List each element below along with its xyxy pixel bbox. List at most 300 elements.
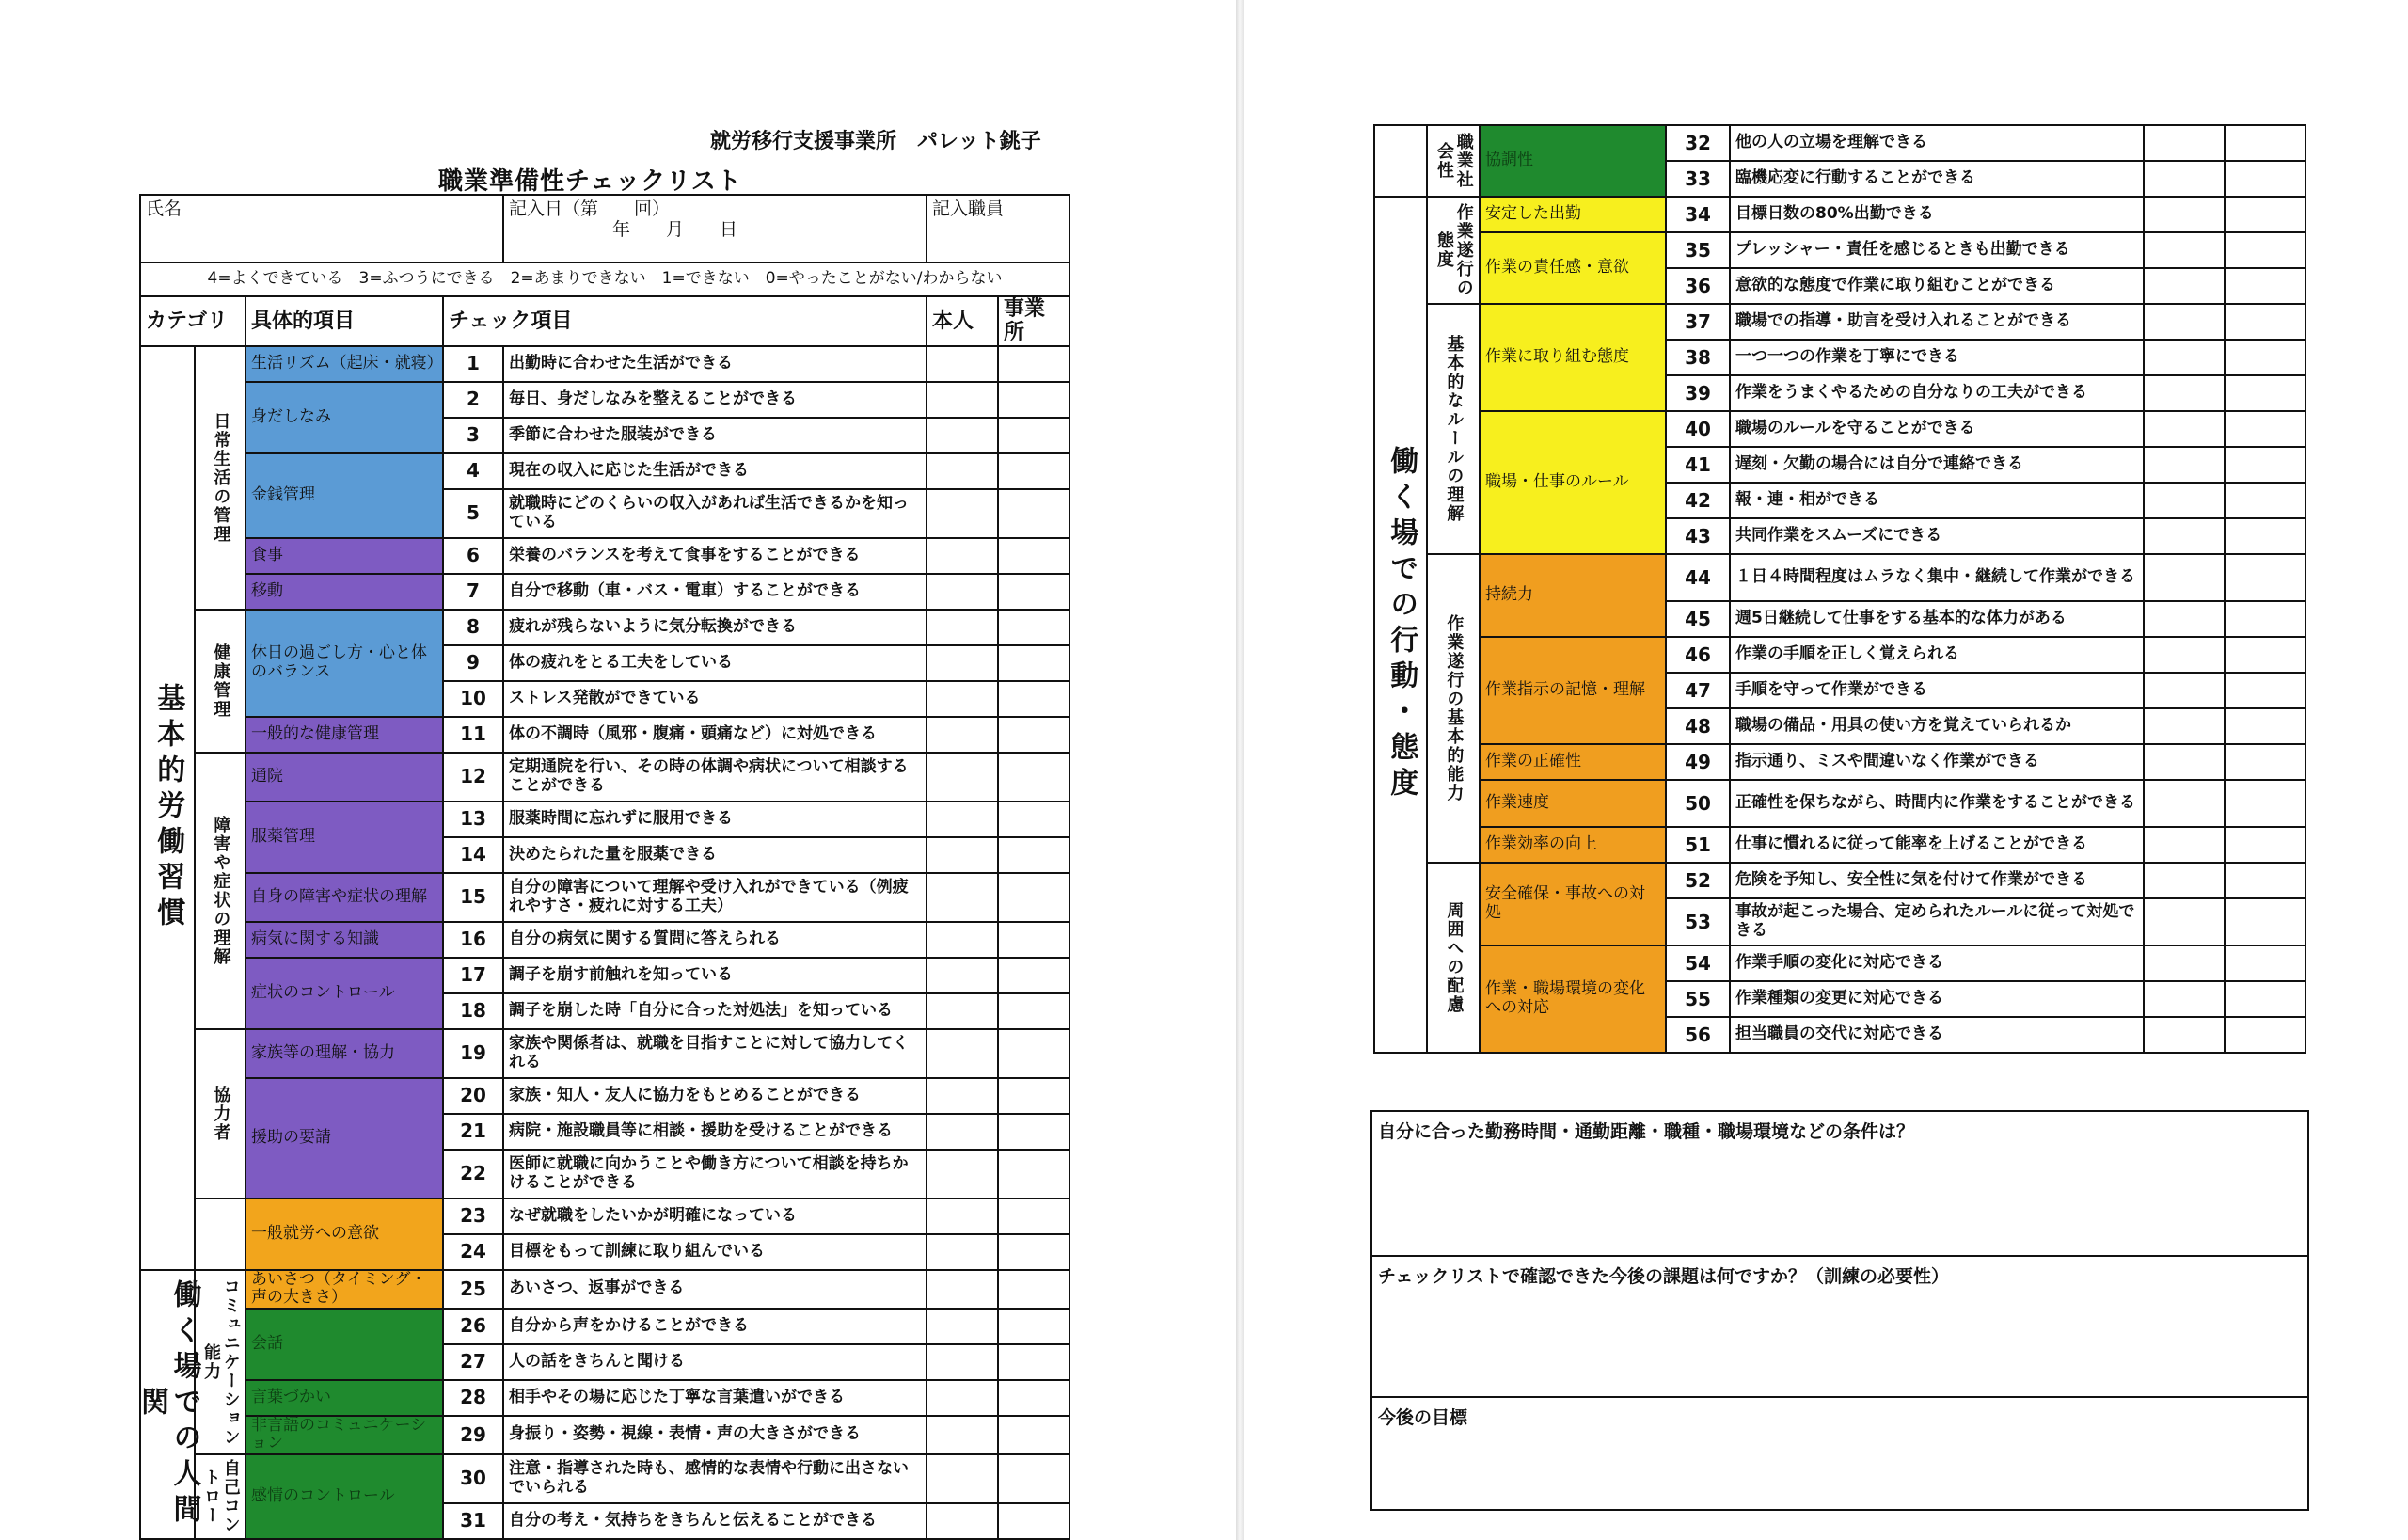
item-number: 36 xyxy=(1666,268,1730,304)
self-score-cell[interactable] xyxy=(2144,744,2225,780)
office-score-cell[interactable] xyxy=(998,645,1069,681)
self-score-cell[interactable] xyxy=(927,538,998,574)
staff-label: 記入職員 xyxy=(932,198,1005,219)
self-score-cell[interactable] xyxy=(927,1029,998,1078)
self-score-cell[interactable] xyxy=(927,717,998,753)
office-score-cell[interactable] xyxy=(2225,268,2305,304)
date-label: 記入日（第 回） xyxy=(509,198,671,219)
office-score-cell[interactable] xyxy=(2225,827,2305,863)
office-score-cell[interactable] xyxy=(998,1270,1069,1309)
check-item: 家族や関係者は、就職を目指すことに対して協力してくれる xyxy=(503,1029,927,1078)
check-item: 身振り・姿勢・視線・表情・声の大きさができる xyxy=(503,1416,927,1454)
table-row xyxy=(140,1309,1069,1344)
table-row xyxy=(140,538,1069,574)
office-score-cell[interactable] xyxy=(2225,945,2305,981)
office-score-cell[interactable] xyxy=(998,1503,1069,1539)
office-score-cell[interactable] xyxy=(2225,1017,2305,1053)
item-number: 48 xyxy=(1666,708,1730,744)
item-number: 31 xyxy=(443,1503,503,1539)
office-score-cell[interactable] xyxy=(2225,232,2305,268)
self-score-cell[interactable] xyxy=(927,489,998,538)
office-score-cell[interactable] xyxy=(2225,125,2305,161)
table-row xyxy=(140,753,1069,802)
check-item: 仕事に慣れるに従って能率を上げることができる xyxy=(1730,827,2144,863)
self-score-cell[interactable] xyxy=(2144,232,2225,268)
item-number: 22 xyxy=(443,1150,503,1199)
item-cell: 一般的な健康管理 xyxy=(246,717,443,753)
self-score-cell[interactable] xyxy=(2144,1017,2225,1053)
self-score-cell[interactable] xyxy=(2144,268,2225,304)
check-item: 注意・指導された時も、感情的な表情や行動に出さないでいられる xyxy=(503,1454,927,1503)
check-item: 共同作業をスムーズにできる xyxy=(1730,518,2144,554)
self-score-cell[interactable] xyxy=(2144,780,2225,827)
item-number: 30 xyxy=(443,1454,503,1503)
category-cell: 基本的労働習慣 xyxy=(140,346,195,1270)
table-row xyxy=(1374,780,2305,827)
self-score-cell[interactable] xyxy=(927,753,998,802)
table-row xyxy=(140,453,1069,489)
self-score-cell[interactable] xyxy=(927,802,998,837)
item-number: 28 xyxy=(443,1380,503,1416)
conditions-question: 自分に合った勤務時間・通勤距離・職種・職場環境などの条件は？ xyxy=(1378,1121,1915,1142)
office-score-cell[interactable] xyxy=(998,418,1069,453)
office-score-cell[interactable] xyxy=(2225,744,2305,780)
office-score-cell[interactable] xyxy=(998,1150,1069,1199)
item-number: 35 xyxy=(1666,232,1730,268)
self-score-cell[interactable] xyxy=(927,1503,998,1539)
check-item: 遅刻・欠勤の場合には自分で連絡できる xyxy=(1730,447,2144,483)
category-cell xyxy=(1374,125,1427,197)
item-number: 47 xyxy=(1666,673,1730,708)
item-number: 46 xyxy=(1666,637,1730,673)
check-item: 体の疲れをとる工夫をしている xyxy=(503,645,927,681)
table-row xyxy=(1374,554,2305,601)
item-number: 49 xyxy=(1666,744,1730,780)
table-row xyxy=(1374,304,2305,340)
self-score-cell[interactable] xyxy=(2144,411,2225,447)
table-row xyxy=(140,574,1069,610)
office-score-cell[interactable] xyxy=(998,1416,1069,1454)
self-score-cell[interactable] xyxy=(927,993,998,1029)
check-item: 体の不調時（風邪・腹痛・頭痛など）に対処できる xyxy=(503,717,927,753)
item-number: 9 xyxy=(443,645,503,681)
item-number: 33 xyxy=(1666,161,1730,197)
table-row xyxy=(140,382,1069,418)
item-cell: 職場・仕事のルール xyxy=(1480,411,1666,554)
office-score-cell[interactable] xyxy=(998,382,1069,418)
item-cell: 服薬管理 xyxy=(246,802,443,873)
check-item: 職場での指導・助言を受け入れることができる xyxy=(1730,304,2144,340)
self-score-cell[interactable] xyxy=(2144,483,2225,518)
subcategory-cell: 周囲への配慮 xyxy=(1427,863,1480,1053)
self-score-cell[interactable] xyxy=(927,681,998,717)
table-row xyxy=(1374,945,2305,981)
check-item: 自分の障害について理解や受け入れができている（例疲れやすさ・疲れに対する工夫） xyxy=(503,873,927,922)
item-cell: 安定した出勤 xyxy=(1480,197,1666,232)
office-score-cell[interactable] xyxy=(998,717,1069,753)
check-item: 手順を守って作業ができる xyxy=(1730,673,2144,708)
check-item: 目標をもって訓練に取り組んでいる xyxy=(503,1234,927,1270)
office-score-cell[interactable] xyxy=(2225,447,2305,483)
item-cell: 作業速度 xyxy=(1480,780,1666,827)
self-score-cell[interactable] xyxy=(2144,125,2225,161)
self-score-cell[interactable] xyxy=(927,382,998,418)
item-number: 41 xyxy=(1666,447,1730,483)
item-number: 20 xyxy=(443,1078,503,1114)
item-cell: 自身の障害や症状の理解 xyxy=(246,873,443,922)
self-score-cell[interactable] xyxy=(927,1309,998,1344)
self-score-cell[interactable] xyxy=(927,1380,998,1416)
self-score-cell[interactable] xyxy=(2144,601,2225,637)
item-number: 40 xyxy=(1666,411,1730,447)
office-score-cell[interactable] xyxy=(2225,601,2305,637)
name-field[interactable] xyxy=(140,195,503,262)
table-row xyxy=(140,1199,1069,1234)
office-score-cell[interactable] xyxy=(2225,863,2305,898)
office-score-cell[interactable] xyxy=(998,958,1069,993)
table-row xyxy=(140,717,1069,753)
subcategory-cell: コミュニケーション能力 xyxy=(195,1270,246,1454)
document-title: 職業準備性チェックリスト xyxy=(438,167,742,196)
item-cell: 協調性 xyxy=(1480,125,1666,197)
self-score-cell[interactable] xyxy=(927,453,998,489)
office-score-cell[interactable] xyxy=(998,453,1069,489)
check-item: ストレス発散ができている xyxy=(503,681,927,717)
self-score-cell[interactable] xyxy=(2144,863,2225,898)
office-score-cell[interactable] xyxy=(2225,898,2305,945)
check-item: 定期通院を行い、その時の体調や病状について相談することができる xyxy=(503,753,927,802)
check-item: 指示通り、ミスや間違いなく作業ができる xyxy=(1730,744,2144,780)
office-name: 就労移行支援事業所 パレット銚子 xyxy=(710,130,1041,153)
office-score-cell[interactable] xyxy=(998,993,1069,1029)
conditions-box[interactable] xyxy=(1370,1110,2309,1261)
self-score-cell[interactable] xyxy=(927,1416,998,1454)
table-row xyxy=(140,802,1069,837)
office-score-cell[interactable] xyxy=(998,837,1069,873)
check-item: 目標日数の80%出勤できる xyxy=(1730,197,2144,232)
office-score-cell[interactable] xyxy=(2225,483,2305,518)
office-score-cell[interactable] xyxy=(2225,637,2305,673)
self-score-cell[interactable] xyxy=(2144,197,2225,232)
table-row xyxy=(1374,827,2305,863)
self-score-cell[interactable] xyxy=(927,922,998,958)
check-item: あいさつ、返事ができる xyxy=(503,1270,927,1309)
table-row xyxy=(140,346,1069,382)
check-item: 作業手順の変化に対応できる xyxy=(1730,945,2144,981)
date-field[interactable] xyxy=(503,195,927,262)
office-score-cell[interactable] xyxy=(998,346,1069,382)
self-score-cell[interactable] xyxy=(927,1270,998,1309)
self-score-cell[interactable] xyxy=(927,1199,998,1234)
item-number: 12 xyxy=(443,753,503,802)
check-item: 家族・知人・友人に協力をもとめることができる xyxy=(503,1078,927,1114)
self-score-cell[interactable] xyxy=(2144,340,2225,375)
office-score-cell[interactable] xyxy=(998,1078,1069,1114)
check-item: 病院・施設職員等に相談・援助を受けることができる xyxy=(503,1114,927,1150)
item-number: 6 xyxy=(443,538,503,574)
check-item: 就職時にどのくらいの収入があれば生活できるかを知っている xyxy=(503,489,927,538)
item-cell: 食事 xyxy=(246,538,443,574)
check-item: 出勤時に合わせた生活ができる xyxy=(503,346,927,382)
office-score-cell[interactable] xyxy=(998,1454,1069,1503)
check-item: 栄養のバランスを考えて食事をすることができる xyxy=(503,538,927,574)
office-score-cell[interactable] xyxy=(998,538,1069,574)
office-score-cell[interactable] xyxy=(2225,554,2305,601)
check-item: 自分で移動（車・バス・電車）することができる xyxy=(503,574,927,610)
self-score-cell[interactable] xyxy=(2144,827,2225,863)
table-row xyxy=(1374,232,2305,268)
self-score-cell[interactable] xyxy=(2144,945,2225,981)
item-cell: 作業に取り組む態度 xyxy=(1480,304,1666,411)
category-cell: 働く場での行動・態度 xyxy=(1374,197,1427,1053)
self-score-cell[interactable] xyxy=(927,873,998,922)
office-score-cell[interactable] xyxy=(998,489,1069,538)
office-score-cell[interactable] xyxy=(998,1029,1069,1078)
table-row xyxy=(1374,125,2305,161)
check-item: 季節に合わせた服装ができる xyxy=(503,418,927,453)
item-cell: 金銭管理 xyxy=(246,453,443,538)
check-item: 自分の考え・気持ちをきちんと伝えることができる xyxy=(503,1503,927,1539)
check-item: 一つ一つの作業を丁寧にできる xyxy=(1730,340,2144,375)
check-item: 調子を崩す前触れを知っている xyxy=(503,958,927,993)
check-item: 人の話をきちんと聞ける xyxy=(503,1344,927,1380)
header-check: チェック項目 xyxy=(443,296,927,346)
self-score-cell[interactable] xyxy=(927,1078,998,1114)
office-score-cell[interactable] xyxy=(998,681,1069,717)
self-score-cell[interactable] xyxy=(927,1454,998,1503)
item-number: 26 xyxy=(443,1309,503,1344)
self-score-cell[interactable] xyxy=(2144,673,2225,708)
item-cell: 身だしなみ xyxy=(246,382,443,453)
check-item: 服薬時間に忘れずに服用できる xyxy=(503,802,927,837)
table-row xyxy=(140,1270,1069,1309)
table-row xyxy=(140,610,1069,645)
item-cell: 作業・職場環境の変化への対応 xyxy=(1480,945,1666,1053)
check-item: 他の人の立場を理解できる xyxy=(1730,125,2144,161)
office-score-cell[interactable] xyxy=(2225,304,2305,340)
check-item: 決めたられた量を服薬できる xyxy=(503,837,927,873)
subcategory-cell: 健康管理 xyxy=(195,610,246,753)
item-number: 25 xyxy=(443,1270,503,1309)
office-score-cell[interactable] xyxy=(998,1309,1069,1344)
self-score-cell[interactable] xyxy=(927,645,998,681)
item-number: 34 xyxy=(1666,197,1730,232)
item-number: 17 xyxy=(443,958,503,993)
check-item: 事故が起こった場合、定められたルールに従って対処できる xyxy=(1730,898,2144,945)
check-item: 相手やその場に応じた丁寧な言葉遣いができる xyxy=(503,1380,927,1416)
item-cell: 会話 xyxy=(246,1309,443,1380)
office-score-cell[interactable] xyxy=(2225,411,2305,447)
staff-field[interactable] xyxy=(927,195,1069,262)
office-score-cell[interactable] xyxy=(998,574,1069,610)
checklist-table-right xyxy=(1373,124,2306,1054)
item-cell: 作業の責任感・意欲 xyxy=(1480,232,1666,304)
subcategory-cell: 作業遂行の基本的能力 xyxy=(1427,554,1480,863)
item-cell: 症状のコントロール xyxy=(246,958,443,1029)
check-item: なぜ就職をしたいかが明確になっている xyxy=(503,1199,927,1234)
item-number: 14 xyxy=(443,837,503,873)
item-number: 7 xyxy=(443,574,503,610)
score-legend: 4=よくできている 3=ふつうにできる 2=あまりできない 1=できない 0=やったことがない/わからない xyxy=(140,262,1069,296)
item-number: 39 xyxy=(1666,375,1730,411)
check-item: 作業種類の変更に対応できる xyxy=(1730,981,2144,1017)
office-score-cell[interactable] xyxy=(2225,981,2305,1017)
item-number: 11 xyxy=(443,717,503,753)
office-score-cell[interactable] xyxy=(2225,673,2305,708)
item-number: 16 xyxy=(443,922,503,958)
self-score-cell[interactable] xyxy=(2144,637,2225,673)
item-cell: 一般就労への意欲 xyxy=(246,1199,443,1270)
item-number: 27 xyxy=(443,1344,503,1380)
office-score-cell[interactable] xyxy=(998,873,1069,922)
check-item: 危険を予知し、安全性に気を付けて作業ができる xyxy=(1730,863,2144,898)
item-cell: 感情のコントロール xyxy=(246,1454,443,1539)
item-number: 13 xyxy=(443,802,503,837)
header-category: カテゴリ xyxy=(140,296,246,346)
item-number: 42 xyxy=(1666,483,1730,518)
table-row xyxy=(1374,637,2305,673)
office-score-cell[interactable] xyxy=(2225,518,2305,554)
office-score-cell[interactable] xyxy=(998,753,1069,802)
page-gutter xyxy=(1236,0,1244,1540)
item-number: 10 xyxy=(443,681,503,717)
header-self: 本人 xyxy=(927,296,998,346)
item-number: 53 xyxy=(1666,898,1730,945)
table-row xyxy=(140,1416,1069,1454)
check-item: 臨機応変に行動することができる xyxy=(1730,161,2144,197)
item-cell: 作業効率の向上 xyxy=(1480,827,1666,863)
item-number: 21 xyxy=(443,1114,503,1150)
self-score-cell[interactable] xyxy=(927,958,998,993)
self-score-cell[interactable] xyxy=(2144,161,2225,197)
item-number: 8 xyxy=(443,610,503,645)
self-score-cell[interactable] xyxy=(927,1344,998,1380)
category-cell: 働く場での人間関 xyxy=(140,1270,195,1539)
item-number: 54 xyxy=(1666,945,1730,981)
item-number: 38 xyxy=(1666,340,1730,375)
self-score-cell[interactable] xyxy=(927,418,998,453)
self-score-cell[interactable] xyxy=(2144,554,2225,601)
self-score-cell[interactable] xyxy=(2144,447,2225,483)
self-score-cell[interactable] xyxy=(2144,518,2225,554)
item-number: 3 xyxy=(443,418,503,453)
check-item: １日４時間程度はムラなく集中・継続して作業ができる xyxy=(1730,554,2144,601)
office-score-cell[interactable] xyxy=(998,610,1069,645)
office-score-cell[interactable] xyxy=(2225,340,2305,375)
header-office: 事業所 xyxy=(998,296,1069,346)
item-number: 56 xyxy=(1666,1017,1730,1053)
item-cell: 生活リズム（起床・就寝） xyxy=(246,346,443,382)
item-number: 23 xyxy=(443,1199,503,1234)
table-row xyxy=(1374,744,2305,780)
item-number: 44 xyxy=(1666,554,1730,601)
office-score-cell[interactable] xyxy=(2225,161,2305,197)
self-score-cell[interactable] xyxy=(927,1150,998,1199)
office-score-cell[interactable] xyxy=(998,1234,1069,1270)
check-item: 自分から声をかけることができる xyxy=(503,1309,927,1344)
subcategory-cell: 障害や症状の理解 xyxy=(195,753,246,1029)
office-score-cell[interactable] xyxy=(2225,375,2305,411)
item-number: 2 xyxy=(443,382,503,418)
check-item: 週5日継続して仕事をする基本的な体力がある xyxy=(1730,601,2144,637)
subcategory-cell: 作業遂行の態度 xyxy=(1427,197,1480,304)
check-item: 調子を崩した時「自分に合った対処法」を知っている xyxy=(503,993,927,1029)
item-cell: 持続力 xyxy=(1480,554,1666,637)
check-item: 職場の備品・用具の使い方を覚えていられるか xyxy=(1730,708,2144,744)
self-score-cell[interactable] xyxy=(2144,304,2225,340)
checklist-table-left xyxy=(135,194,1070,1540)
subcategory-cell: 日常生活の管理 xyxy=(195,346,246,610)
table-row xyxy=(1374,863,2305,898)
item-cell: 作業の正確性 xyxy=(1480,744,1666,780)
check-item: 職場のルールを守ることができる xyxy=(1730,411,2144,447)
item-number: 19 xyxy=(443,1029,503,1078)
check-item: 意欲的な態度で作業に取り組むことができる xyxy=(1730,268,2144,304)
office-score-cell[interactable] xyxy=(998,922,1069,958)
item-number: 50 xyxy=(1666,780,1730,827)
item-cell: 援助の要請 xyxy=(246,1078,443,1199)
self-score-cell[interactable] xyxy=(927,837,998,873)
self-score-cell[interactable] xyxy=(927,574,998,610)
item-number: 32 xyxy=(1666,125,1730,161)
self-score-cell[interactable] xyxy=(2144,898,2225,945)
check-item: 担当職員の交代に対応できる xyxy=(1730,1017,2144,1053)
item-cell: 移動 xyxy=(246,574,443,610)
subcategory-cell: 職業社会性 xyxy=(1427,125,1480,197)
item-cell: あいさつ（タイミング・声の大きさ） xyxy=(246,1270,443,1309)
item-cell: 家族等の理解・協力 xyxy=(246,1029,443,1078)
office-score-cell[interactable] xyxy=(998,1199,1069,1234)
goals-question: 今後の目標 xyxy=(1378,1407,1468,1428)
item-number: 52 xyxy=(1666,863,1730,898)
check-item: 正確性を保ちながら、時間内に作業をすることができる xyxy=(1730,780,2144,827)
table-row xyxy=(1374,197,2305,232)
office-score-cell[interactable] xyxy=(998,1380,1069,1416)
office-score-cell[interactable] xyxy=(998,1344,1069,1380)
table-row xyxy=(140,1078,1069,1114)
office-score-cell[interactable] xyxy=(998,1114,1069,1150)
check-item: 報・連・相ができる xyxy=(1730,483,2144,518)
office-score-cell[interactable] xyxy=(2225,780,2305,827)
self-score-cell[interactable] xyxy=(927,346,998,382)
table-row xyxy=(140,1380,1069,1416)
table-row xyxy=(140,873,1069,922)
office-score-cell[interactable] xyxy=(2225,708,2305,744)
item-number: 15 xyxy=(443,873,503,922)
self-score-cell[interactable] xyxy=(2144,981,2225,1017)
office-score-cell[interactable] xyxy=(998,802,1069,837)
self-score-cell[interactable] xyxy=(927,1114,998,1150)
item-cell: 病気に関する知識 xyxy=(246,922,443,958)
item-number: 5 xyxy=(443,489,503,538)
item-cell: 休日の過ごし方・心と体のバランス xyxy=(246,610,443,717)
item-number: 55 xyxy=(1666,981,1730,1017)
subcategory-cell: 協力者 xyxy=(195,1029,246,1199)
self-score-cell[interactable] xyxy=(2144,708,2225,744)
table-row xyxy=(140,1029,1069,1078)
issues-box[interactable] xyxy=(1370,1255,2309,1402)
office-score-cell[interactable] xyxy=(2225,197,2305,232)
item-number: 1 xyxy=(443,346,503,382)
table-row xyxy=(140,958,1069,993)
check-item: 作業の手順を正しく覚えられる xyxy=(1730,637,2144,673)
item-number: 43 xyxy=(1666,518,1730,554)
self-score-cell[interactable] xyxy=(927,1234,998,1270)
check-item: 医師に就職に向かうことや働き方について相談を持ちかけることができる xyxy=(503,1150,927,1199)
self-score-cell[interactable] xyxy=(2144,375,2225,411)
goals-box[interactable] xyxy=(1370,1396,2309,1511)
self-score-cell[interactable] xyxy=(927,610,998,645)
